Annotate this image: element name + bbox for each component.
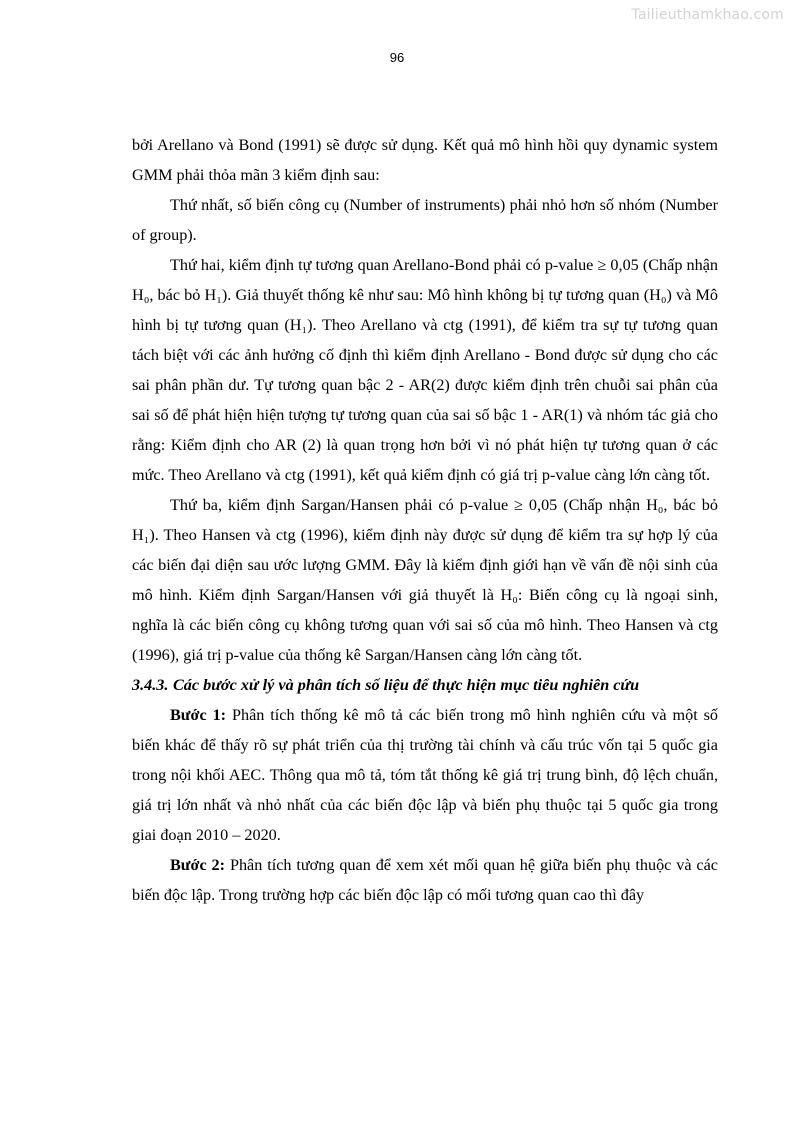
page-number: 96	[389, 50, 405, 65]
watermark-text: Tailieuthamkhao.com	[631, 7, 784, 23]
step-2-paragraph	[132, 850, 718, 910]
paragraph-third-test: Thứ ba, kiểm định Sargan/Hansen phải có p-value ≥ 0,05 (Chấp nhận H₀, bác bỏ H₁). Theo Hansen và ctg (1996), kiểm định này được sử dụng để kiểm tra sự hợp lý của các biến đại diện sau ước lượng GMM. Đây là kiểm định giới hạn về vấn đề nội sinh của mô hình. Kiểm định Sargan/Hansen với giả thuyết là H₀: Biến công cụ là ngoại sinh, nghĩa là các biến công cụ không tương quan với sai số của mô hình. Theo Hansen và ctg (1996), giá trị p-value của thống kê Sargan/Hansen càng lớn càng tốt.	[132, 496, 718, 664]
section-title: Các bước xử lý và phân tích số liệu để thực hiện mục tiêu nghiên cứu	[173, 676, 640, 694]
paragraph-first-test: Thứ nhất, số biến công cụ (Number of instruments) phải nhỏ hơn số nhóm (Number of group).	[132, 196, 718, 244]
step-1-paragraph	[132, 700, 718, 850]
document-body	[132, 130, 718, 910]
step-1-label: Bước 1:	[170, 706, 227, 724]
section-number: 3.4.3.	[132, 676, 169, 694]
step-2-label: Bước 2:	[170, 856, 226, 874]
step-1-text: Phân tích thống kê mô tả các biến trong mô hình nghiên cứu và một số biến khác để thấy rõ sự phát triển của thị trường tài chính và cấu trúc vốn tại 5 quốc gia trong nội khối AEC. Thông qua mô tả, tóm tắt thống kê giá trị trung bình, độ lệch chuẩn, giá trị lớn nhất và nhỏ nhất của các biến độc lập và biến phụ thuộc tại 5 quốc gia trong giai đoạn 2010 – 2020.	[132, 706, 718, 844]
paragraph-second-test: Thứ hai, kiểm định tự tương quan Arellano-Bond phải có p-value ≥ 0,05 (Chấp nhận H₀, bác bỏ H₁). Giả thuyết thống kê như sau: Mô hình không bị tự tương quan (H₀) và Mô hình bị tự tương quan (H₁). Theo Arellano và ctg (1991), để kiểm tra sự tự tương quan tách biệt với các ảnh hưởng cố định thì kiểm định Arellano - Bond được sử dụng cho các sai phân phần dư. Tự tương quan bậc 2 - AR(2) được kiểm định trên chuỗi sai phân của sai số để phát hiện hiện tượng tự tương quan của sai số bậc 1 - AR(1) và nhóm tác giả cho rằng: Kiểm định cho AR (2) là quan trọng hơn bởi vì nó phát hiện tự tương quan ở các mức. Theo Arellano và ctg (1991), kết quả kiểm định có giá trị p-value càng lớn càng tốt.	[132, 256, 718, 484]
section-heading	[132, 670, 718, 700]
paragraph-gmm-intro: bởi Arellano và Bond (1991) sẽ được sử dụng. Kết quả mô hình hồi quy dynamic system GMM phải thỏa mãn 3 kiểm định sau:	[132, 136, 718, 184]
step-2-text: Phân tích tương quan để xem xét mối quan hệ giữa biến phụ thuộc và các biến độc lập. Trong trường hợp các biến độc lập có mối tương quan cao thì đây	[132, 856, 718, 904]
